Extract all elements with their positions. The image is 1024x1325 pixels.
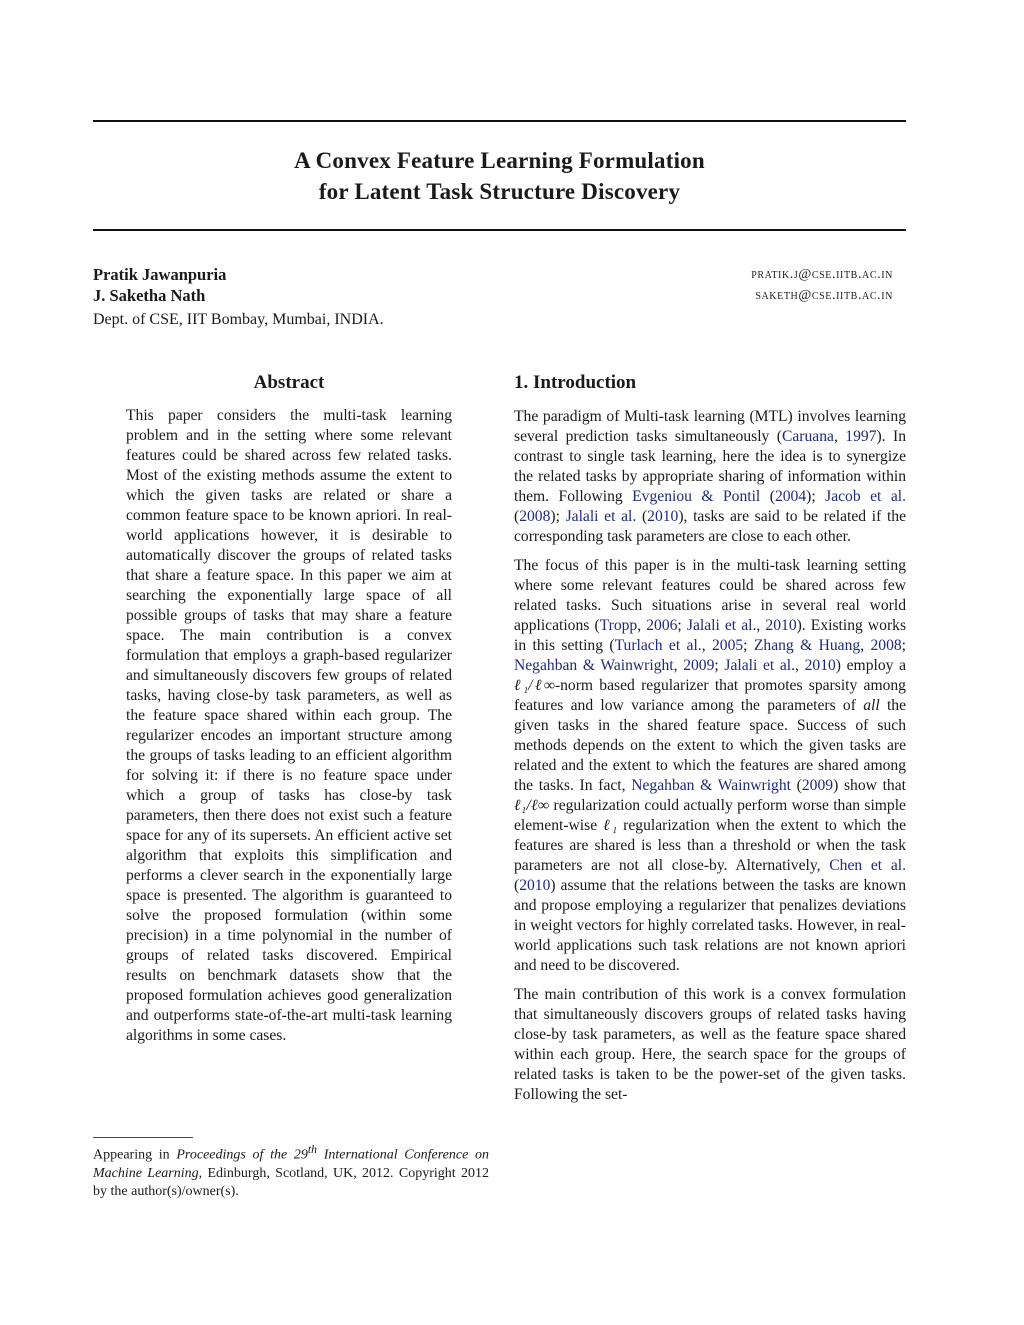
citation-link[interactable]: 2010 bbox=[765, 617, 797, 634]
title-line-2: for Latent Task Structure Discovery bbox=[318, 179, 681, 204]
math-norm: ℓ₁/ℓ∞ bbox=[514, 677, 555, 694]
author-email[interactable]: saketh@cse.iitb.ac.in bbox=[755, 287, 893, 303]
footnote bbox=[93, 1141, 489, 1201]
footnote-venue: Proceedings of the 29 bbox=[176, 1147, 308, 1163]
introduction-body bbox=[514, 407, 906, 1114]
title-top-rule bbox=[93, 120, 906, 122]
citation-link[interactable]: 2008 bbox=[870, 637, 902, 654]
citation-link[interactable]: 2005 bbox=[711, 637, 744, 654]
citation-link[interactable]: Jalali et al. bbox=[686, 617, 757, 634]
citation-link[interactable]: 2009 bbox=[801, 777, 834, 794]
section-heading-introduction: 1. Introduction bbox=[514, 372, 637, 393]
math-norm: ℓ₁/ℓ∞ bbox=[514, 797, 550, 814]
citation-link[interactable]: Negahban & Wainwright bbox=[514, 657, 674, 674]
citation-link[interactable]: Jalali et al. bbox=[724, 657, 796, 674]
abstract-text: This paper considers the multi-task learning problem and in the setting where some relevant features could be shared across few related tasks. Most of the existing methods assume the extent to which the given tasks are related or share a common feature space to be known apriori. In real-world applications however, it is desirable to automatically discover the groups of related tasks that share a feature space. In this paper we aim at searching the exponentially large space of all possible groups of tasks that may share a feature space. The main contribution is a convex formulation that employs a graph-based regularizer and simultaneously discovers few groups of related tasks, having close-by task parameters, as well as the feature space shared within each group. The regularizer encodes an important structure among the groups of tasks leading to an efficient algorithm for solving it: if there is no feature space under which a group of tasks has close-by task parameters, then there does not exist such a feature space for any of its supersets. An efficient active set algorithm that exploits this simplification and performs a clever search in the exponentially large space is presented. The algorithm is guaranteed to solve the proposed formulation (within some precision) in a time polynomial in the number of groups of related tasks discovered. Empirical results on benchmark datasets show that the proposed formulation achieves good generalization and outperforms state-of-the-art multi-task learning algorithms in some cases. bbox=[126, 407, 452, 1044]
author-row bbox=[93, 285, 893, 306]
citation-link[interactable]: 2010 bbox=[519, 877, 551, 894]
title-bottom-rule bbox=[93, 229, 906, 231]
author-name: J. Saketha Nath bbox=[93, 285, 206, 305]
title-line-1: A Convex Feature Learning Formulation bbox=[294, 148, 705, 173]
affiliation: Dept. of CSE, IIT Bombay, Mumbai, INDIA. bbox=[93, 311, 384, 328]
citation-link[interactable]: 2004 bbox=[774, 488, 807, 505]
footnote-rule bbox=[93, 1137, 193, 1138]
citation-link[interactable]: Zhang & Huang bbox=[753, 637, 861, 654]
citation-link[interactable]: 2009 bbox=[683, 657, 715, 674]
author-row bbox=[93, 264, 893, 285]
footnote-venue-cont: International Conference on Machine Learning bbox=[93, 1147, 489, 1181]
citation-link[interactable]: 1997 bbox=[845, 428, 877, 445]
citation-link[interactable]: Jalali et al. bbox=[565, 508, 637, 525]
footnote-suffix: , Edinburgh, Scotland, UK, 2012. Copyright 2012 by the author(s)/owner(s). bbox=[93, 1165, 489, 1199]
citation-link[interactable]: Turlach et al. bbox=[614, 637, 702, 654]
citation-link[interactable]: 2006 bbox=[646, 617, 678, 634]
author-name: Pratik Jawanpuria bbox=[93, 264, 227, 284]
citation-link[interactable]: Tropp bbox=[599, 617, 638, 634]
author-block bbox=[93, 264, 893, 332]
paper-title bbox=[93, 145, 906, 207]
emphasis: all bbox=[863, 697, 880, 714]
footnote-superscript: th bbox=[307, 1143, 317, 1156]
math-norm: ℓ₁ bbox=[603, 817, 618, 834]
citation-link[interactable]: Negahban & Wainwright bbox=[631, 777, 791, 794]
citation-link[interactable]: 2008 bbox=[519, 508, 551, 525]
citation-link[interactable]: Evgeniou & Pontil bbox=[632, 488, 761, 505]
footnote-prefix: Appearing in bbox=[93, 1147, 177, 1163]
abstract-heading: Abstract bbox=[253, 372, 325, 393]
citation-link[interactable]: 2010 bbox=[804, 657, 836, 674]
paragraph: The paradigm of Multi-task learning (MTL) involves learning several prediction tasks simultaneously (Caruana, 1997). In contrast to single task learning, here the idea is to synergize the related tasks by appropriate sharing of information within them. Following Evgeniou & Pontil (2004); Jacob et al. (2008); Jalali et al. (2010), tasks are said to be related if the corresponding task parameters are close to each other. bbox=[514, 408, 907, 545]
paragraph: The focus of this paper is in the multi-task learning setting where some relevant features could be shared across few related tasks. Such situations arise in several real world applications (Tropp, 2006; Jalali et al., 2010). Existing works in this setting (Turlach et al., 2005; Zhang & Huang, 2008; Negahban & Wainwright, 2009; Jalali et al., 2010) employ a ℓ₁/ℓ∞-norm based regularizer that promotes sparsity among features and low variance among the parameters of all the given tasks in the shared feature space. Success of such methods depends on the extent to which the given tasks are related and the extent to which the features are shared among the tasks. In fact, Negahban & Wainwright (2009) show that ℓ₁/ℓ∞ regularization could actually perform worse than simple element-wise ℓ₁ regularization when the extent to which the features are shared is less than a threshold or when the task parameters are not all close-by. Alternatively, Chen et al. (2010) assume that the relations between the tasks are known and propose employing a regularizer that penalizes deviations in weight vectors for highly correlated tasks. However, in real-world applications such task relations are not known apriori and need to be discovered. bbox=[514, 557, 907, 974]
citation-link[interactable]: 2010 bbox=[647, 508, 679, 525]
citation-link[interactable]: Chen et al. bbox=[829, 857, 907, 874]
citation-link[interactable]: Jacob et al. bbox=[825, 488, 906, 505]
citation-link[interactable]: Caruana bbox=[781, 428, 834, 445]
author-email[interactable]: pratik.j@cse.iitb.ac.in bbox=[751, 266, 893, 282]
paragraph: The main contribution of this work is a convex formulation that simultaneously discovers groups of related tasks having close-by task parameters, as well as the feature space shared within each group. Here, the search space for the groups of related tasks is taken to be the power-set of the given tasks. Following the set- bbox=[514, 986, 906, 1103]
